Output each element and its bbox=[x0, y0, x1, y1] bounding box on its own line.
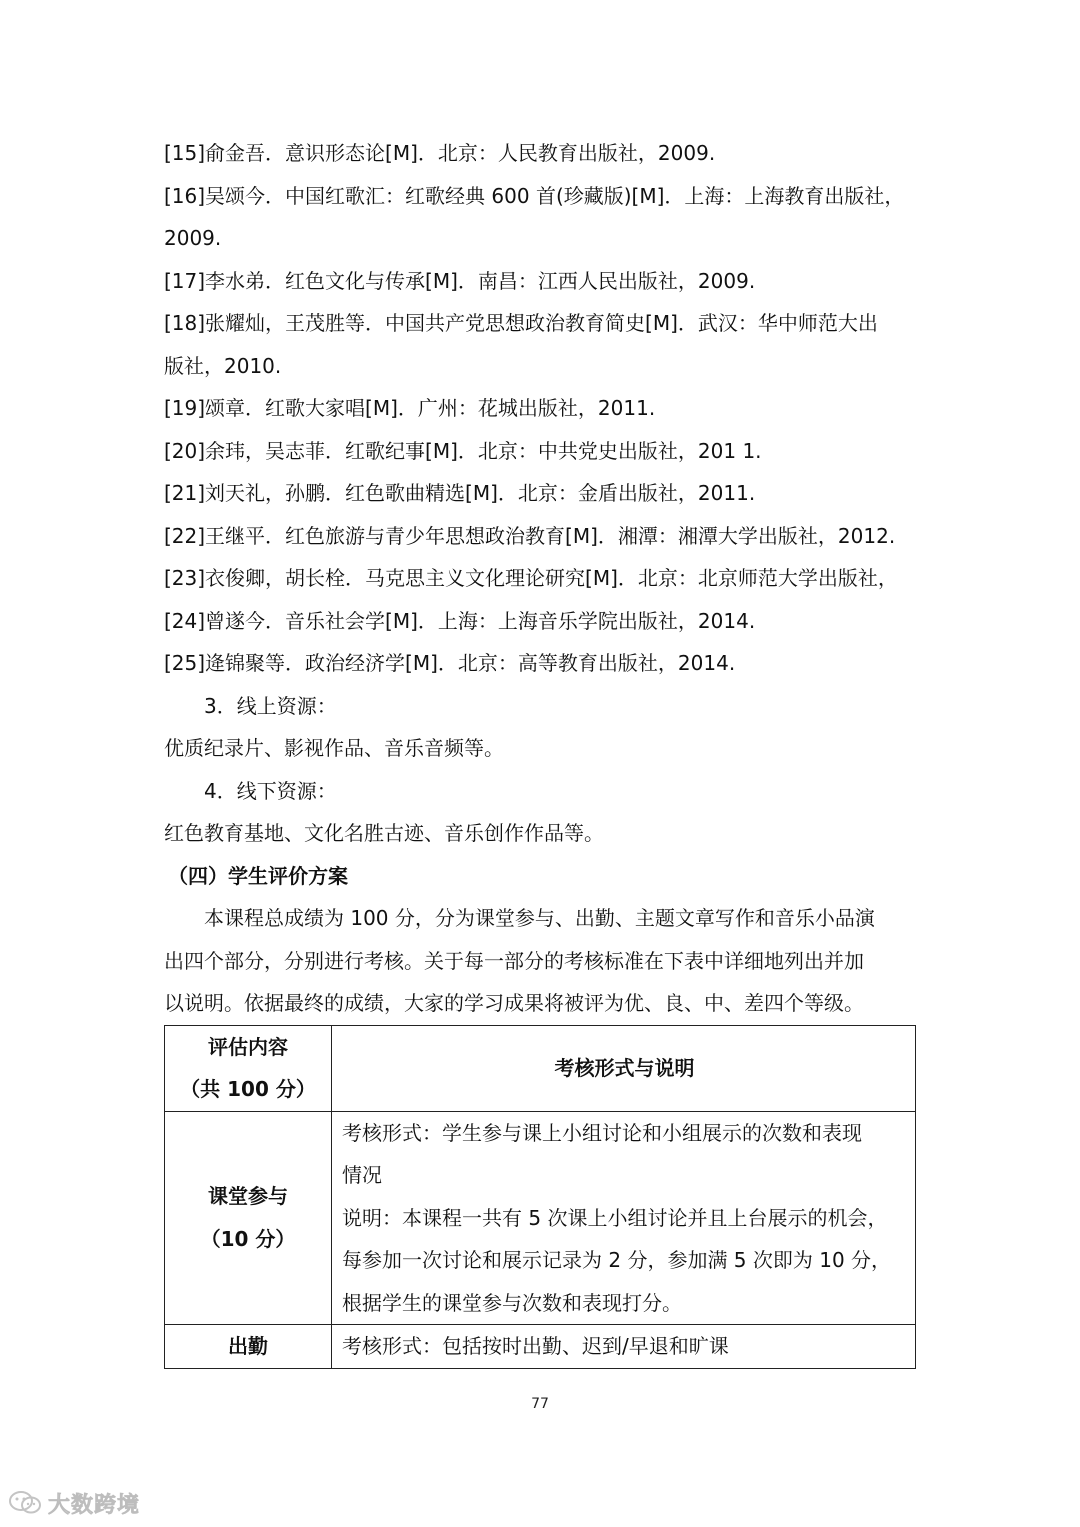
row-description-line: 说明：本课程一共有 5 次课上小组讨论并且上台展示的机会， bbox=[342, 1205, 888, 1230]
reference-item: [17]李水弟．红色文化与传承[M]．南昌：江西人民出版社，2009. bbox=[164, 268, 756, 293]
page-number: 77 bbox=[531, 1396, 549, 1412]
table-row bbox=[165, 1111, 916, 1325]
reference-item: [15]俞金吾．意识形态论[M]．北京：人民教育出版社，2009. bbox=[164, 141, 716, 165]
reference-item: [21]刘天礼，孙鹏．红色歌曲精选[M]．北京：金盾出版社，2011. bbox=[164, 481, 756, 505]
wechat-logo-icon bbox=[8, 1489, 44, 1517]
reference-item-continuation: 2009. bbox=[164, 226, 222, 250]
table-row bbox=[165, 1325, 916, 1369]
reference-item-continuation: 版社，2010. bbox=[164, 353, 282, 378]
row-label: 课堂参与 bbox=[208, 1184, 288, 1209]
online-resources-text: 优质纪录片、影视作品、音乐音频等。 bbox=[164, 736, 504, 760]
row-label-cell bbox=[165, 1325, 332, 1369]
evaluation-paragraph-line: 本课程总成绩为 100 分，分为课堂参与、出勤、主题文章写作和音乐小品演 bbox=[204, 906, 875, 930]
watermark-text: 大数跨境 bbox=[48, 1492, 141, 1518]
header-format-label: 考核形式与说明 bbox=[554, 1055, 695, 1080]
header-label: 评估内容 bbox=[208, 1034, 288, 1059]
evaluation-paragraph-line: 出四个部分，分别进行考核。关于每一部分的考核标准在下表中详细地列出并加 bbox=[164, 948, 864, 973]
row-description-cell bbox=[332, 1325, 916, 1369]
assessment-table bbox=[164, 1025, 916, 1369]
table-header-row bbox=[165, 1025, 916, 1111]
reference-item: [25]逄锦聚等．政治经济学[M]．北京：高等教育出版社，2014. bbox=[164, 651, 736, 675]
reference-item: [23]衣俊卿，胡长栓．马克思主义文化理论研究[M]．北京：北京师范大学出版社， bbox=[164, 566, 898, 590]
reference-item: [20]余玮，吴志菲．红歌纪事[M]．北京：中共党史出版社，201 1. bbox=[164, 438, 762, 463]
reference-list bbox=[164, 132, 920, 685]
online-resources-heading: 3．线上资源： bbox=[204, 693, 337, 718]
offline-resources-text: 红色教育基地、文化名胜古迹、音乐创作作品等。 bbox=[164, 821, 604, 845]
header-total: （共 100 分） bbox=[180, 1077, 316, 1101]
section-title: （四）学生评价方案 bbox=[168, 863, 348, 888]
row-description-cell bbox=[332, 1111, 916, 1325]
header-cell-format bbox=[332, 1025, 916, 1111]
row-points: （10 分） bbox=[200, 1226, 296, 1251]
row-description-line: 考核形式：学生参与课上小组讨论和小组展示的次数和表现 bbox=[342, 1120, 862, 1145]
offline-resources-heading: 4．线下资源： bbox=[204, 778, 337, 803]
row-label-cell bbox=[165, 1111, 332, 1325]
row-description-line: 根据学生的课堂参与次数和表现打分。 bbox=[342, 1290, 682, 1315]
evaluation-paragraph-line: 以说明。依据最终的成绩，大家的学习成果将被评为优、良、中、差四个等级。 bbox=[164, 991, 864, 1015]
reference-item: [22]王继平．红色旅游与青少年思想政治教育[M]．湘潭：湘潭大学出版社，2012. bbox=[164, 523, 896, 548]
row-description-line: 考核形式：包括按时出勤、迟到/早退和旷课 bbox=[342, 1334, 729, 1358]
reference-item: [19]颂章．红歌大家唱[M]．广州：花城出版社，2011. bbox=[164, 396, 656, 420]
row-description-line: 每参加一次讨论和展示记录为 2 分，参加满 5 次即为 10 分， bbox=[342, 1248, 892, 1272]
reference-item: [18]张耀灿，王茂胜等．中国共产党思想政治教育简史[M]．武汉：华中师范大出 bbox=[164, 311, 878, 335]
row-description-line: 情况 bbox=[342, 1163, 382, 1187]
reference-item: [16]吴颂今．中国红歌汇：红歌经典 600 首(珍藏版)[M]．上海：上海教育出版社， bbox=[164, 183, 905, 208]
reference-item: [24]曾遂今．音乐社会学[M]．上海：上海音乐学院出版社，2014. bbox=[164, 608, 756, 633]
page-content bbox=[164, 132, 920, 1369]
row-label: 出勤 bbox=[228, 1334, 268, 1358]
header-cell-content bbox=[165, 1025, 332, 1111]
watermark bbox=[8, 1488, 140, 1518]
